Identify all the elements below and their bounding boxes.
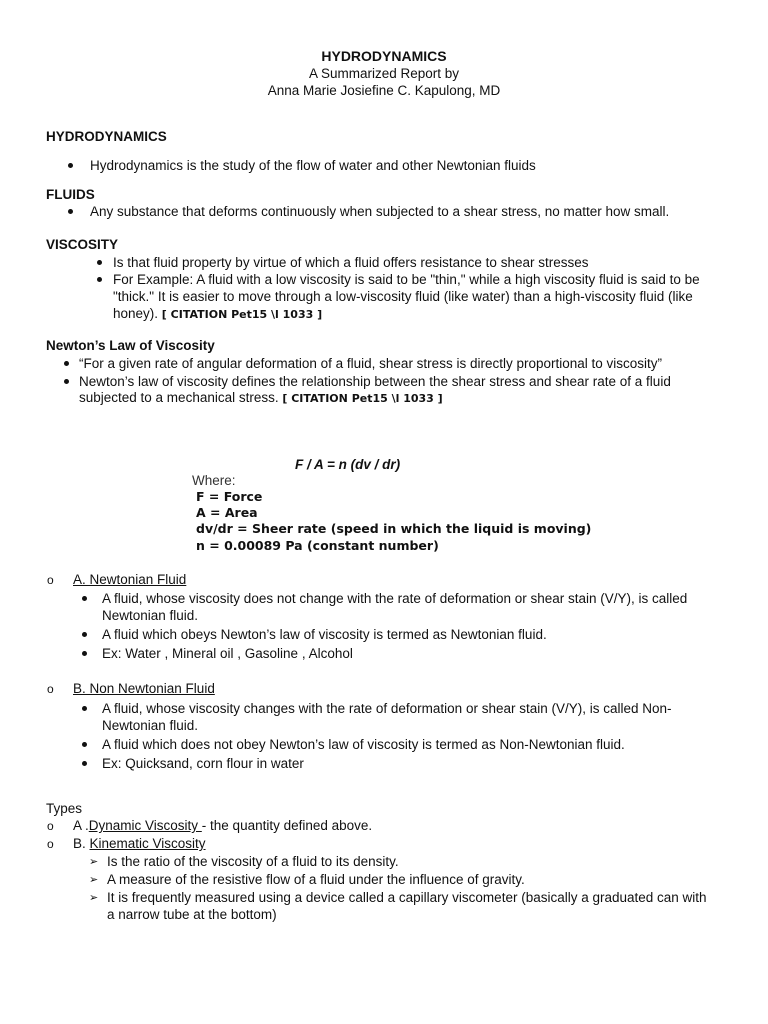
list-item: It is frequently measured using a device called a capillary viscometer (basically a graduated can with [107,890,707,905]
list-item: For Example: A fluid with a low viscosity is said to be "thin," while a high viscosity fluid is said to be [113,272,700,287]
list-item-text: honey). [113,306,159,321]
list-item: A fluid which obeys Newton’s law of viscosity is termed as Newtonian fluid. [102,627,547,642]
types-item-prefix: B. [73,836,90,851]
bullet-icon [82,761,87,766]
list-item: A fluid which does not obey Newton’s law of viscosity is termed as Non-Newtonian fluid. [102,737,625,752]
dynamic-viscosity-label: Dynamic Viscosity [88,818,202,833]
bullet-icon [82,742,87,747]
bullet-icon [64,361,69,366]
formula-where: Where: [192,473,236,488]
list-item: Any substance that deforms continuously when subjected to a shear stress, no matter how small. [90,204,670,219]
section-heading-viscosity: VISCOSITY [46,237,119,252]
arrow-bullet-icon: ➢ [89,856,99,868]
kinematic-viscosity-label: Kinematic Viscosity [89,836,206,851]
bullet-icon [97,277,102,282]
list-item-continuation [79,390,443,405]
types-item-prefix: A . [73,818,89,833]
list-item: A fluid, whose viscosity does not change with the rate of deformation or shear stain (V/Y), is called [102,591,688,606]
section-heading-fluids: FLUIDS [46,187,95,202]
list-item: Is that fluid property by virtue of which a fluid offers resistance to shear stresses [113,255,589,270]
types-item-dynamic-viscosity [73,818,372,833]
subsection-heading-newtonian-fluid: A. Newtonian Fluid [73,572,187,587]
list-item: Ex: Water , Mineral oil , Gasoline , Alcohol [102,646,353,661]
bullet-icon [97,260,102,265]
types-item-kinematic-viscosity [73,836,206,851]
list-item: Newton’s law of viscosity defines the relationship between the shear stress and shear rate of a fluid [79,374,671,389]
bullet-icon [82,706,87,711]
open-circle-bullet-icon: o [47,682,54,696]
types-item-description: - the quantity defined above. [201,818,373,833]
list-item-continuation: "thick." It is easier to move through a low-viscosity fluid (like water) than a high-viscosity fluid (like [113,289,693,304]
open-circle-bullet-icon: o [47,819,54,833]
subsection-heading-non-newtonian-fluid: B. Non Newtonian Fluid [73,681,215,696]
types-heading: Types [46,801,83,816]
document-title: HYDRODYNAMICS [321,48,447,64]
list-item: Is the ratio of the viscosity of a fluid to its density. [107,854,399,869]
arrow-bullet-icon: ➢ [89,892,99,904]
bullet-icon [82,651,87,656]
formula-definition: F = Force [196,489,263,504]
open-circle-bullet-icon: o [47,837,54,851]
bullet-icon [64,379,69,384]
citation: [ CITATION Pet15 \l 1033 ] [282,392,443,405]
section-heading-hydrodynamics: HYDRODYNAMICS [46,129,167,144]
bullet-icon [82,632,87,637]
formula-definition: n = 0.00089 Pa (constant number) [196,538,439,553]
formula-definition: A = Area [196,505,258,520]
list-item-text: subjected to a mechanical stress. [79,390,279,405]
arrow-bullet-icon: ➢ [89,874,99,886]
bullet-icon [82,596,87,601]
section-heading-newtons-law: Newton’s Law of Viscosity [46,338,215,353]
formula-definition: dv/dr = Sheer rate (speed in which the liquid is moving) [196,521,592,536]
open-circle-bullet-icon: o [47,573,54,587]
list-item-continuation [113,306,322,321]
list-item-continuation: Newtonian fluid. [102,718,199,733]
document-author: Anna Marie Josiefine C. Kapulong, MD [267,83,501,98]
list-item-continuation: Newtonian fluid. [102,608,199,623]
list-item: A fluid, whose viscosity changes with the rate of deformation or shear stain (V/Y), is called Non- [102,701,672,716]
list-item: A measure of the resistive flow of a fluid under the influence of gravity. [107,872,525,887]
bullet-icon [68,209,73,214]
bullet-icon [68,163,73,168]
citation: [ CITATION Pet15 \l 1033 ] [161,308,323,321]
document-subtitle: A Summarized Report by [308,66,460,81]
list-item: “For a given rate of angular deformation of a fluid, shear stress is directly proportional to viscosity” [79,356,663,371]
formula-equation: F / A = n (dv / dr) [295,457,401,472]
list-item: Ex: Quicksand, corn flour in water [102,756,304,771]
list-item: Hydrodynamics is the study of the flow of water and other Newtonian fluids [90,158,536,173]
list-item-continuation: a narrow tube at the bottom) [107,907,277,922]
